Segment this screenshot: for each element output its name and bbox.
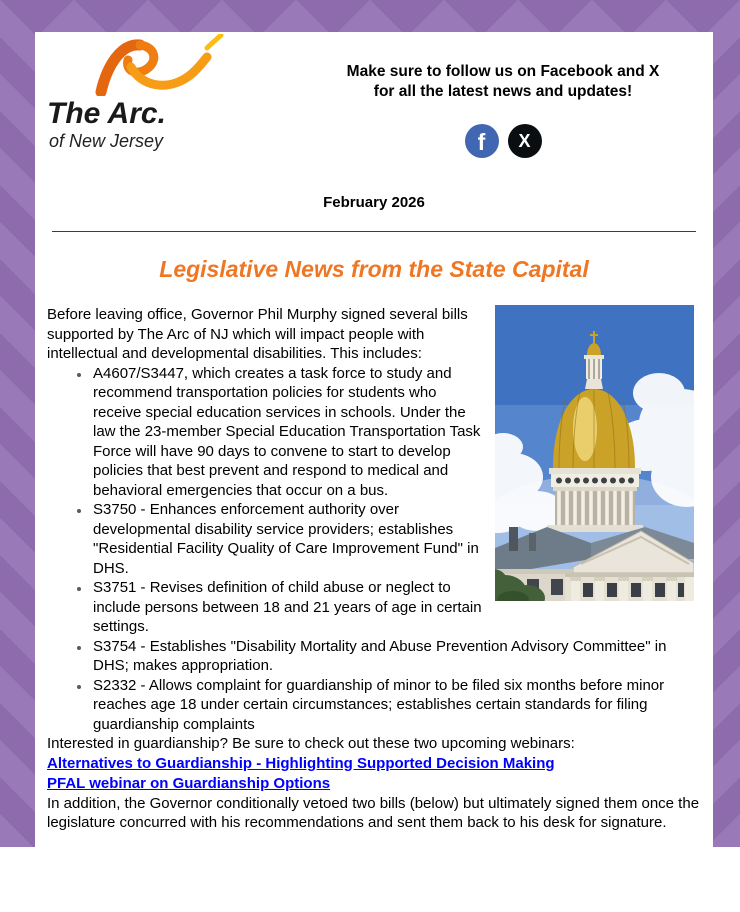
article-title: Legislative News from the State Capital <box>159 256 589 282</box>
arc-swoosh-icon <box>95 34 240 96</box>
x-glyph: X <box>518 131 531 151</box>
follow-line-2: for all the latest news and updates! <box>373 83 633 100</box>
logo-title: The Arc. <box>47 97 166 130</box>
statehouse-illustration <box>495 305 694 601</box>
follow-line-1: Make sure to follow us on Facebook and X <box>346 63 660 80</box>
closing-paragraph: In addition, the Governor conditionally vetoed two bills (below) but ultimately signed them once the legislature concurred with his recommendations and sent them back to his desk for signature. <box>47 794 700 831</box>
x-icon[interactable] <box>508 124 542 158</box>
bill-item-s3750: • S3750 - Enhances enforcement authority over developmental disability service providers; establishes "Residential Facility Quality of Care Improvement Fund" in DHS. <box>91 500 701 578</box>
bill-item-a4607: • A4607/S3447, which creates a task force to study and recommend transportation policies for students who receive special education services in schools. Under the law the 23-member Special Education Transportation Task Force will have 90 days to convene to start to develop policies that best prevent and respond to medical and behavioral emergencies that occur on a bus. <box>91 364 701 501</box>
newsletter-card <box>35 32 713 912</box>
intro-paragraph: Before leaving office, Governor Phil Murphy signed several bills supported by The Arc of NJ which will impact people with intellectual and developmental disabilities. This includes: <box>47 306 468 362</box>
facebook-icon[interactable] <box>465 124 499 158</box>
newsletter-header <box>47 34 701 158</box>
arc-logo[interactable] <box>47 34 305 158</box>
divider <box>52 231 696 232</box>
webinar-link-pfal-guardianship-options[interactable]: PFAL webinar on Guardianship Options <box>47 774 331 792</box>
bill-item-s2332: • S2332 - Allows complaint for guardianship of minor to be filed six months before minor reaches age 18 under certain circumstances; establishes certain standards for filing guardianship complaints <box>91 676 701 735</box>
statehouse-image <box>495 305 694 601</box>
facebook-glyph: f <box>477 128 486 155</box>
follow-message <box>305 62 701 102</box>
webinar-link-alternatives-to-guardianship[interactable]: Alternatives to Guardianship - Highlighting Supported Decision Making <box>47 754 555 772</box>
webinar-prompt: Interested in guardianship? Be sure to check out these two upcoming webinars: <box>47 735 575 752</box>
social-icons <box>305 124 701 158</box>
article-body <box>47 305 701 833</box>
logo-subtitle: of New Jersey <box>49 131 164 151</box>
bill-item-s3751: • S3751 - Revises definition of child abuse or neglect to include persons between 18 and 21 years of age in certain settings. <box>91 578 701 637</box>
bill-item-s3754: • S3754 - Establishes "Disability Mortality and Abuse Prevention Advisory Committee" in DHS; makes appropriation. <box>91 637 701 676</box>
newsletter-date: February 2026 <box>323 194 425 211</box>
header-right <box>305 34 701 158</box>
